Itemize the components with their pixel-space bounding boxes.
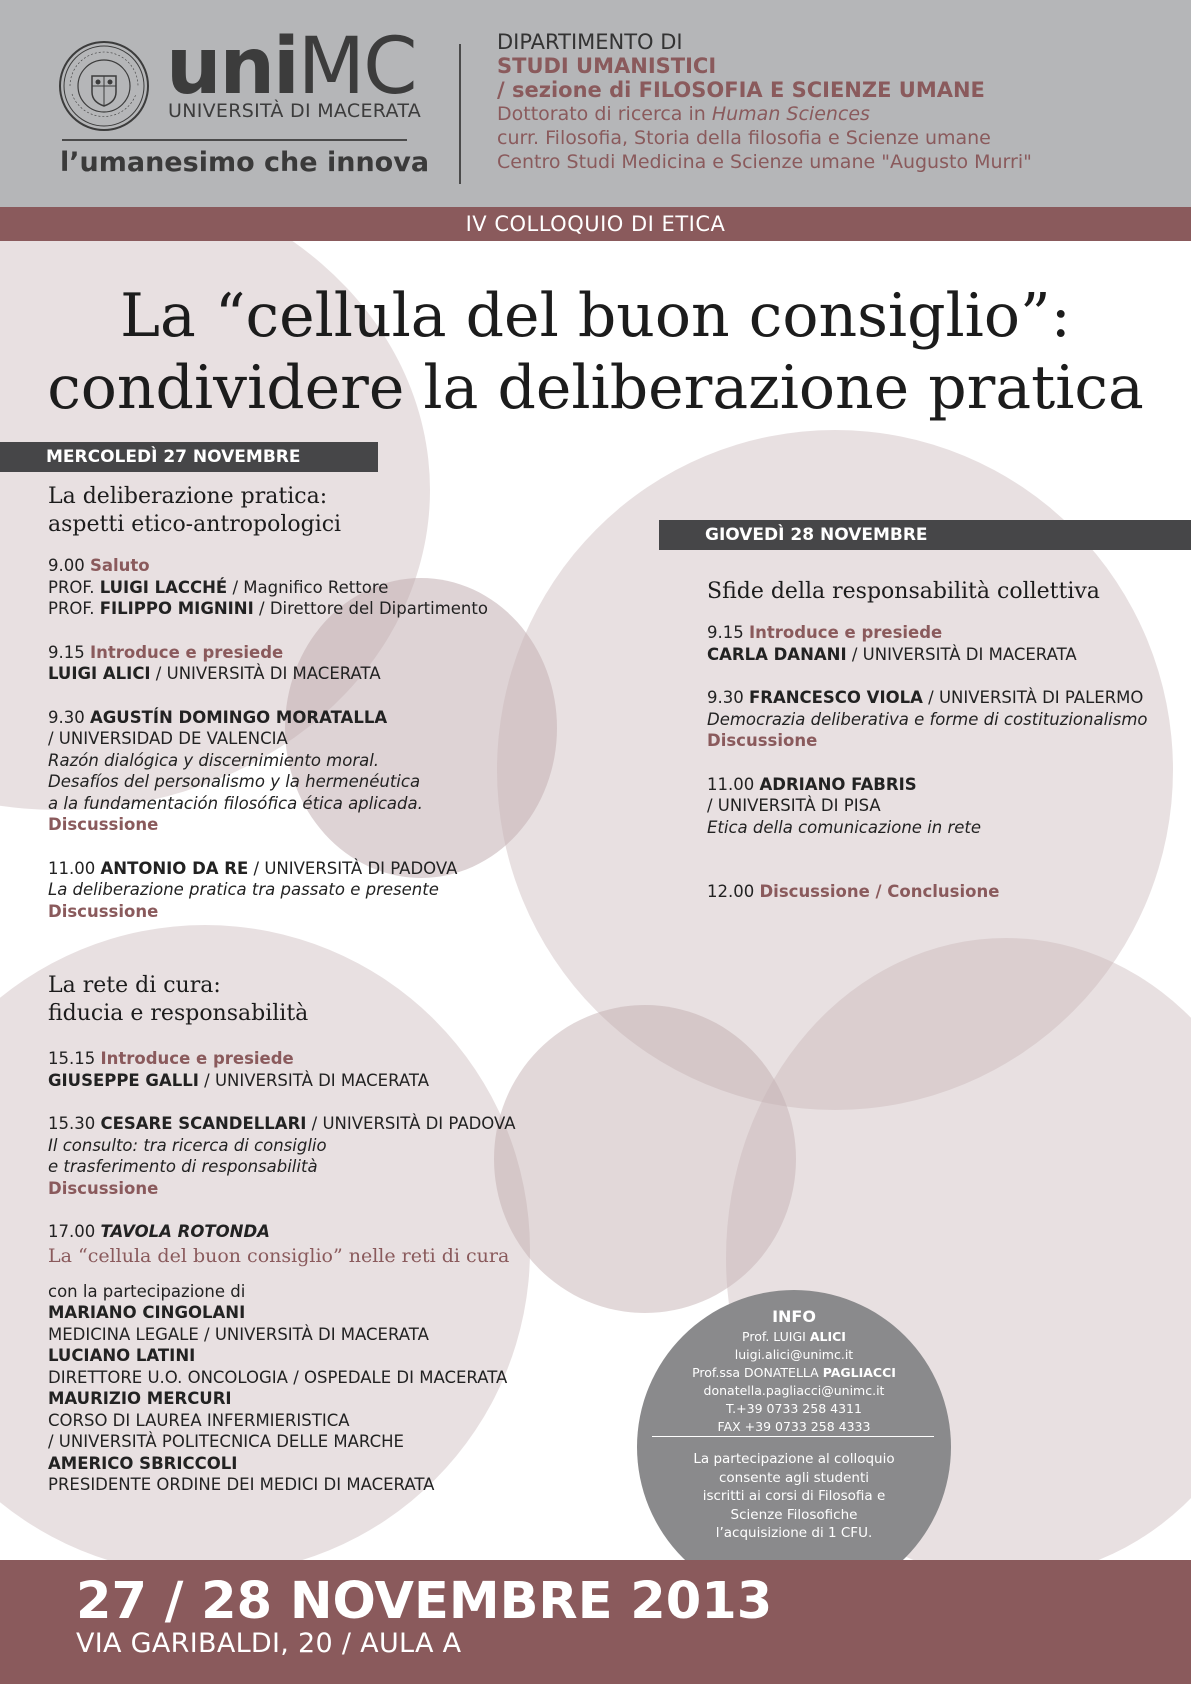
logo-divider	[62, 139, 407, 141]
department-line-4: Dottorato di ricerca in Human Sciences	[497, 103, 870, 125]
session2-participants: con la partecipazione di MARIANO CINGOLANI MEDICINA LEGALE / UNIVERSITÀ DI MACERATA LUCIANO LATINI DIRETTORE U.O. ONCOLOGIA / OSPEDALE DI MACERATA MAURIZIO MERCURI CORSO DI LAUREA INFERMIERISTICA / UNIVERSITÀ POLITECNICA DELLE MARCHE AMERICO SBRICCOLI PRESIDENTE ORDINE DEI MEDICI DI MACERATA	[48, 1281, 508, 1494]
info-fax: FAX +39 0733 258 4333	[717, 1419, 871, 1434]
day1-bar-label: MERCOLEDÌ 27 NOVEMBRE	[46, 447, 301, 467]
department-line-1: DIPARTIMENTO DI	[497, 30, 683, 54]
day2-talk1: 9.30 FRANCESCO VIOLA / UNIVERSITÀ DI PALERMO Democrazia deliberativa e forme di costituzionalismo Discussione	[707, 688, 1148, 750]
session1-intro: 9.15 Introduce e presiede LUIGI ALICI / UNIVERSITÀ DI MACERATA	[48, 642, 381, 683]
day2-heading: Sfide della responsabilità collettiva	[707, 579, 1100, 604]
session2-intro: 15.15 Introduce e presiede GIUSEPPE GALLI / UNIVERSITÀ DI MACERATA	[48, 1049, 429, 1090]
event-dates: 27 / 28 NOVEMBRE 2013	[76, 1572, 773, 1631]
tavola-title: La “cellula del buon consiglio” nelle reti di cura	[48, 1244, 510, 1267]
info-contact-1: Prof. LUIGI ALICI	[742, 1329, 846, 1344]
department-line-5: curr. Filosofia, Storia della filosofia e Scienze umane	[497, 127, 991, 149]
info-divider	[652, 1436, 934, 1437]
header-vertical-divider	[459, 44, 461, 184]
info-heading: INFO	[772, 1307, 816, 1326]
colloquio-band: IV COLLOQUIO DI ETICA	[0, 207, 1191, 241]
event-title	[0, 280, 1191, 424]
unimc-wordmark: uniMC	[166, 22, 416, 112]
info-phone: T.+39 0733 258 4311	[726, 1401, 862, 1416]
day2-intro: 9.15 Introduce e presiede CARLA DANANI / UNIVERSITÀ DI MACERATA	[707, 623, 1077, 664]
session2-tavola-rotonda: 17.00 TAVOLA ROTONDA	[48, 1222, 270, 1241]
session1-talk1: 9.30 AGUSTÍN DOMINGO MORATALLA / UNIVERSIDAD DE VALENCIA Razón dialógica y discernimiento moral. Desafíos del personalismo y la hermenéutica a la fundamentación filosófica ética aplicada. Discussione	[48, 707, 423, 834]
department-line-2: STUDI UMANISTICI	[497, 54, 717, 78]
day1-session1	[48, 483, 608, 922]
university-name: UNIVERSITÀ DI MACERATA	[168, 100, 422, 122]
session1-saluto: 9.00 Saluto PROF. LUIGI LACCHÉ / Magnifico Rettore PROF. FILIPPO MIGNINI / Direttore del Dipartimento	[48, 556, 488, 618]
info-contacts	[660, 1306, 928, 1436]
session2-heading: La rete di cura: fiducia e responsabilità	[48, 973, 309, 1026]
day2-closing: 12.00 Discussione / Conclusione	[707, 882, 1000, 901]
department-line-3: / sezione di FILOSOFIA E SCIENZE UMANE	[497, 78, 985, 102]
info-email-2[interactable]: donatella.pagliacci@unimc.it	[703, 1383, 885, 1398]
day1-session2	[48, 972, 628, 1496]
info-cfu-note: La partecipazione al colloquio consente agli studenti iscritti ai corsi di Filosofia e Scienze Filosofiche l’acquisizione di 1 CFU.	[693, 1451, 895, 1541]
university-seal-logo	[58, 40, 150, 132]
day2-program	[707, 578, 1177, 903]
session2-talk: 15.30 CESARE SCANDELLARI / UNIVERSITÀ DI PADOVA Il consulto: tra ricerca di consiglio e trasferimento di responsabilità Discussione	[48, 1114, 516, 1198]
day2-talk2: 11.00 ADRIANO FABRIS / UNIVERSITÀ DI PISA Etica della comunicazione in rete	[707, 774, 982, 837]
title-line-1: La “cellula del buon consiglio”:	[120, 281, 1071, 351]
info-email-1[interactable]: luigi.alici@unimc.it	[734, 1347, 854, 1362]
department-line-6: Centro Studi Medicina e Scienze umane "Augusto Murri"	[497, 151, 1032, 173]
session1-heading: La deliberazione pratica: aspetti etico-antropologici	[48, 484, 342, 537]
department-info	[497, 30, 1032, 174]
event-location: VIA GARIBALDI, 20 / AULA A	[76, 1628, 462, 1659]
info-contact-2: Prof.ssa DONATELLA PAGLIACCI	[692, 1365, 896, 1380]
day2-bar	[659, 520, 1191, 550]
day1-bar	[0, 442, 378, 472]
session1-talk2: 11.00 ANTONIO DA RE / UNIVERSITÀ DI PADOVA La deliberazione pratica tra passato e presente Discussione	[48, 858, 458, 921]
day2-bar-label: GIOVEDÌ 28 NOVEMBRE	[705, 525, 928, 545]
university-tagline: l’umanesimo che innova	[60, 147, 430, 178]
title-line-2: condividere la deliberazione pratica	[47, 353, 1144, 423]
